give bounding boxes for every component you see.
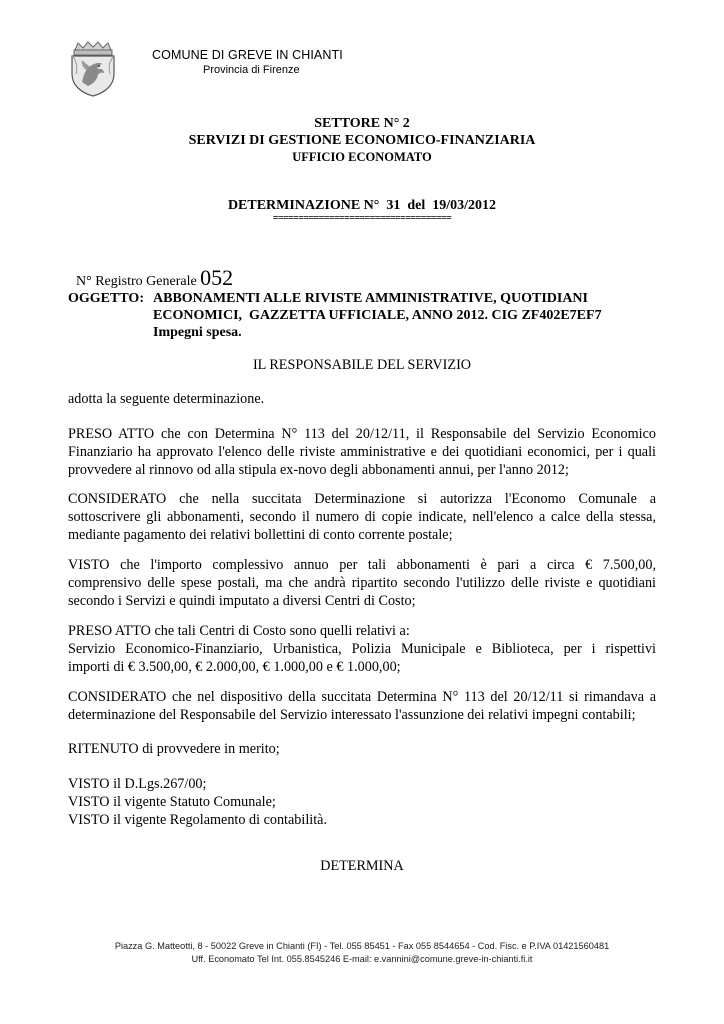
paragraph-visto-importo bbox=[68, 556, 656, 610]
paragraph-line: PRESO ATTO che tali Centri di Costo sono quelli relativi a: bbox=[68, 623, 410, 639]
determination-title: DETERMINAZIONE N° 31 del 19/03/2012 bbox=[227, 198, 497, 213]
paragraph-line: CONSIDERATO che nella succitata Determinazione si autorizza l'Economo Comunale a bbox=[68, 491, 656, 507]
municipality-name: COMUNE DI GREVE IN CHIANTI bbox=[152, 48, 343, 62]
paragraph-ritenuto bbox=[68, 740, 656, 758]
paragraph-considerato-1 bbox=[68, 490, 656, 544]
paragraph-line: CONSIDERATO che nel dispositivo della succitata Determina N° 113 del 20/12/11 si rimandava a bbox=[68, 689, 656, 705]
paragraph-line: PRESO ATTO che con Determina N° 113 del 20/12/11, il Responsabile del Servizio Economico bbox=[68, 426, 656, 442]
paragraph-preso-atto-1 bbox=[68, 425, 656, 479]
registry-number: 052 bbox=[200, 265, 234, 290]
paragraph-line: importi di € 3.500,00, € 2.000,00, € 1.000,00 e € 1.000,00; bbox=[68, 659, 401, 675]
paragraph-line: comprensivo delle spese postali, ma che andrà ripartito secondo l'utilizzo delle riviste e quotidiani bbox=[68, 575, 656, 591]
subject-line-3: Impegni spesa. bbox=[153, 325, 242, 340]
province-name: Provincia di Firenze bbox=[203, 64, 300, 76]
paragraph-line: VISTO il vigente Statuto Comunale; bbox=[68, 794, 276, 810]
subject-line-1: ABBONAMENTI ALLE RIVISTE AMMINISTRATIVE, QUOTIDIANI bbox=[153, 291, 588, 306]
subject-label: OGGETTO: bbox=[68, 291, 144, 306]
office-name: UFFICIO ECONOMATO bbox=[292, 150, 432, 164]
paragraph-line: mediante pagamento dei relativi bollettini di conto corrente postale; bbox=[68, 527, 453, 543]
paragraph-line: VISTO che l'importo complessivo annuo per tali abbonamenti è pari a circa € 7.500,00, bbox=[68, 557, 656, 573]
responsible-heading: IL RESPONSABILE DEL SERVIZIO bbox=[252, 357, 472, 373]
registry-line bbox=[68, 247, 233, 291]
paragraph-visto-list bbox=[68, 775, 656, 829]
paragraph-line: sottoscrivere gli abbonamenti, secondo il numero di copie indicate, nell'elenco a calce della stessa, bbox=[68, 509, 656, 525]
footer-contact: Uff. Economato Tel Int. 055.8545246 E-mail: e.vannini@comune.greve-in-chianti.fi.it bbox=[191, 954, 533, 964]
determina-heading: DETERMINA bbox=[320, 858, 404, 874]
paragraph-line: VISTO il vigente Regolamento di contabilità. bbox=[68, 812, 328, 828]
coat-of-arms-logo bbox=[66, 40, 120, 98]
paragraph-line: VISTO il D.Lgs.267/00; bbox=[68, 776, 207, 792]
paragraph-line: Servizio Economico-Finanziario, Urbanistica, Polizia Municipale e Biblioteca, per i rispettivi bbox=[68, 641, 656, 657]
paragraph-line: provvedere al rinnovo od alla stipula ex-novo degli abbonamenti annui, per l'anno 2012; bbox=[68, 462, 569, 478]
paragraph-considerato-2 bbox=[68, 688, 656, 724]
sector-name: SERVIZI DI GESTIONE ECONOMICO-FINANZIARIA bbox=[188, 133, 536, 148]
paragraph-preso-atto-2 bbox=[68, 622, 656, 676]
registry-label: N° Registro Generale bbox=[76, 274, 201, 289]
paragraph-adotta bbox=[68, 390, 656, 408]
sector-number: SETTORE N° 2 bbox=[314, 116, 410, 131]
paragraph-line: secondo i Servizi e quindi imputato a diversi Centri di Costo; bbox=[68, 593, 416, 609]
paragraph-line: adotta la seguente determinazione. bbox=[68, 391, 265, 407]
title-separator: =================================== bbox=[272, 213, 452, 224]
footer-address: Piazza G. Matteotti, 8 - 50022 Greve in Chianti (FI) - Tel. 055 85451 - Fax 055 8544654 - Cod. Fisc. e P.IVA 01421560481 bbox=[114, 941, 610, 951]
subject-line-2: ECONOMICI, GAZZETTA UFFICIALE, ANNO 2012. CIG ZF402E7EF7 bbox=[153, 308, 602, 323]
paragraph-line: Finanziario ha approvato l'elenco delle riviste amministrative e dei quotidiani economici, per i quali bbox=[68, 444, 656, 460]
paragraph-line: determinazione del Responsabile del Servizio interessato l'assunzione dei relativi impegni contabili; bbox=[68, 707, 636, 723]
paragraph-line: RITENUTO di provvedere in merito; bbox=[68, 741, 280, 757]
